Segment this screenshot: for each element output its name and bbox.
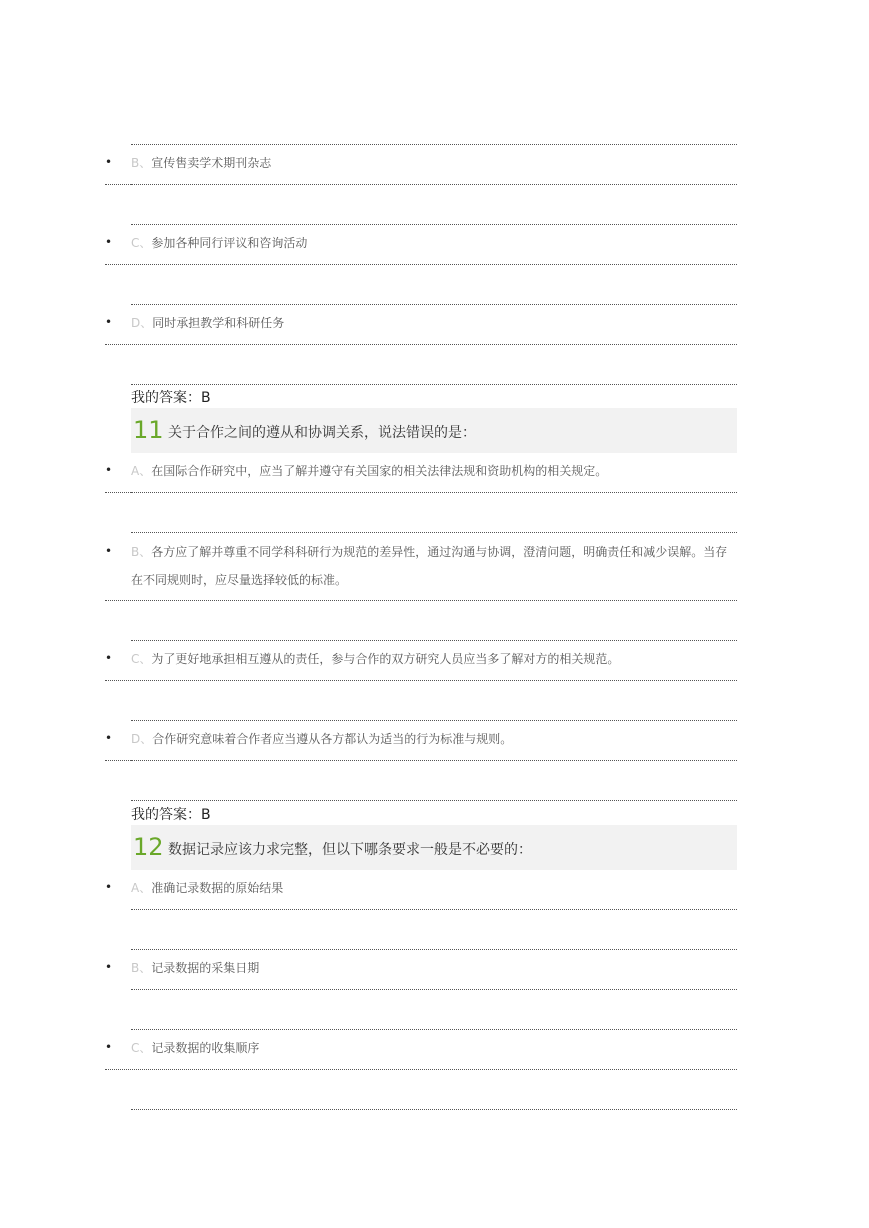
option-d[interactable] (131, 309, 737, 337)
bullet (105, 960, 112, 974)
option-a[interactable] (131, 874, 737, 902)
bullet (105, 880, 112, 894)
option-letter: B、 (131, 156, 152, 170)
answer-label: 我的答案： (131, 807, 201, 823)
bullet (105, 544, 112, 558)
option-b[interactable] (131, 954, 737, 982)
option-a[interactable] (131, 457, 737, 485)
bullet (105, 1040, 112, 1054)
option-d[interactable] (131, 725, 737, 753)
option-text: 为了更好地承担相互遵从的责任，参与合作的双方研究人员应当多了解对方的相关规范。 (151, 652, 620, 666)
bullet (105, 155, 112, 169)
divider (131, 909, 737, 910)
option-text: 同时承担教学和科研任务 (152, 316, 285, 330)
divider (105, 184, 131, 185)
divider (131, 304, 737, 305)
option-b[interactable] (131, 538, 737, 594)
option-letter: C、 (131, 652, 152, 666)
option-text: 记录数据的收集顺序 (151, 1041, 260, 1055)
bullet (105, 463, 112, 477)
question-text: 数据记录应该力求完整，但以下哪条要求一般是不必要的： (168, 842, 532, 858)
divider (131, 384, 737, 385)
divider (131, 640, 737, 641)
divider (131, 989, 737, 990)
option-text: 记录数据的采集日期 (151, 961, 260, 975)
option-letter: C、 (131, 1041, 152, 1055)
option-text: 各方应了解并尊重不同学科科研行为规范的差异性，通过沟通与协调，澄清问题，明确责任和减少误解。当存在不同规则时，应尽量选择较低的标准。 (131, 545, 728, 587)
option-c[interactable] (131, 229, 737, 257)
answer-value: B (201, 390, 211, 406)
my-answer (131, 804, 211, 824)
option-text: 参加各种同行评议和咨询活动 (151, 236, 308, 250)
divider (105, 1069, 737, 1070)
divider (105, 264, 737, 265)
divider (131, 1029, 737, 1030)
bullet (105, 235, 112, 249)
question-12-header (131, 825, 737, 870)
bullet (105, 651, 112, 665)
divider (131, 800, 737, 801)
question-number: 12 (133, 833, 164, 861)
answer-value: B (201, 807, 211, 823)
option-b[interactable] (131, 149, 737, 177)
divider (131, 224, 737, 225)
question-11-header (131, 408, 737, 453)
option-c[interactable] (131, 1034, 737, 1062)
option-text: 在国际合作研究中，应当了解并遵守有关国家的相关法律法规和资助机构的相关规定。 (151, 464, 608, 478)
divider (105, 344, 737, 345)
option-letter: D、 (131, 732, 153, 746)
bullet (105, 731, 112, 745)
divider (105, 760, 131, 761)
divider (105, 492, 131, 493)
divider (105, 600, 737, 601)
my-answer (131, 387, 211, 407)
question-number: 11 (133, 416, 164, 444)
option-letter: A、 (131, 464, 152, 478)
option-letter: B、 (131, 545, 152, 559)
option-text: 宣传售卖学术期刊杂志 (151, 156, 272, 170)
divider (131, 760, 737, 761)
answer-label: 我的答案： (131, 390, 201, 406)
divider (131, 144, 737, 145)
option-c[interactable] (131, 645, 737, 673)
option-text: 准确记录数据的原始结果 (151, 881, 284, 895)
option-letter: A、 (131, 881, 152, 895)
bullet (105, 315, 112, 329)
option-letter: B、 (131, 961, 152, 975)
divider (131, 720, 737, 721)
option-letter: C、 (131, 236, 152, 250)
divider (131, 184, 737, 185)
divider (131, 949, 737, 950)
divider (131, 492, 737, 493)
question-text: 关于合作之间的遵从和协调关系，说法错误的是： (168, 425, 476, 441)
option-letter: D、 (131, 316, 153, 330)
divider (105, 680, 737, 681)
divider (131, 532, 737, 533)
divider (131, 1109, 737, 1110)
option-text: 合作研究意味着合作者应当遵从各方都认为适当的行为标准与规则。 (152, 732, 513, 746)
